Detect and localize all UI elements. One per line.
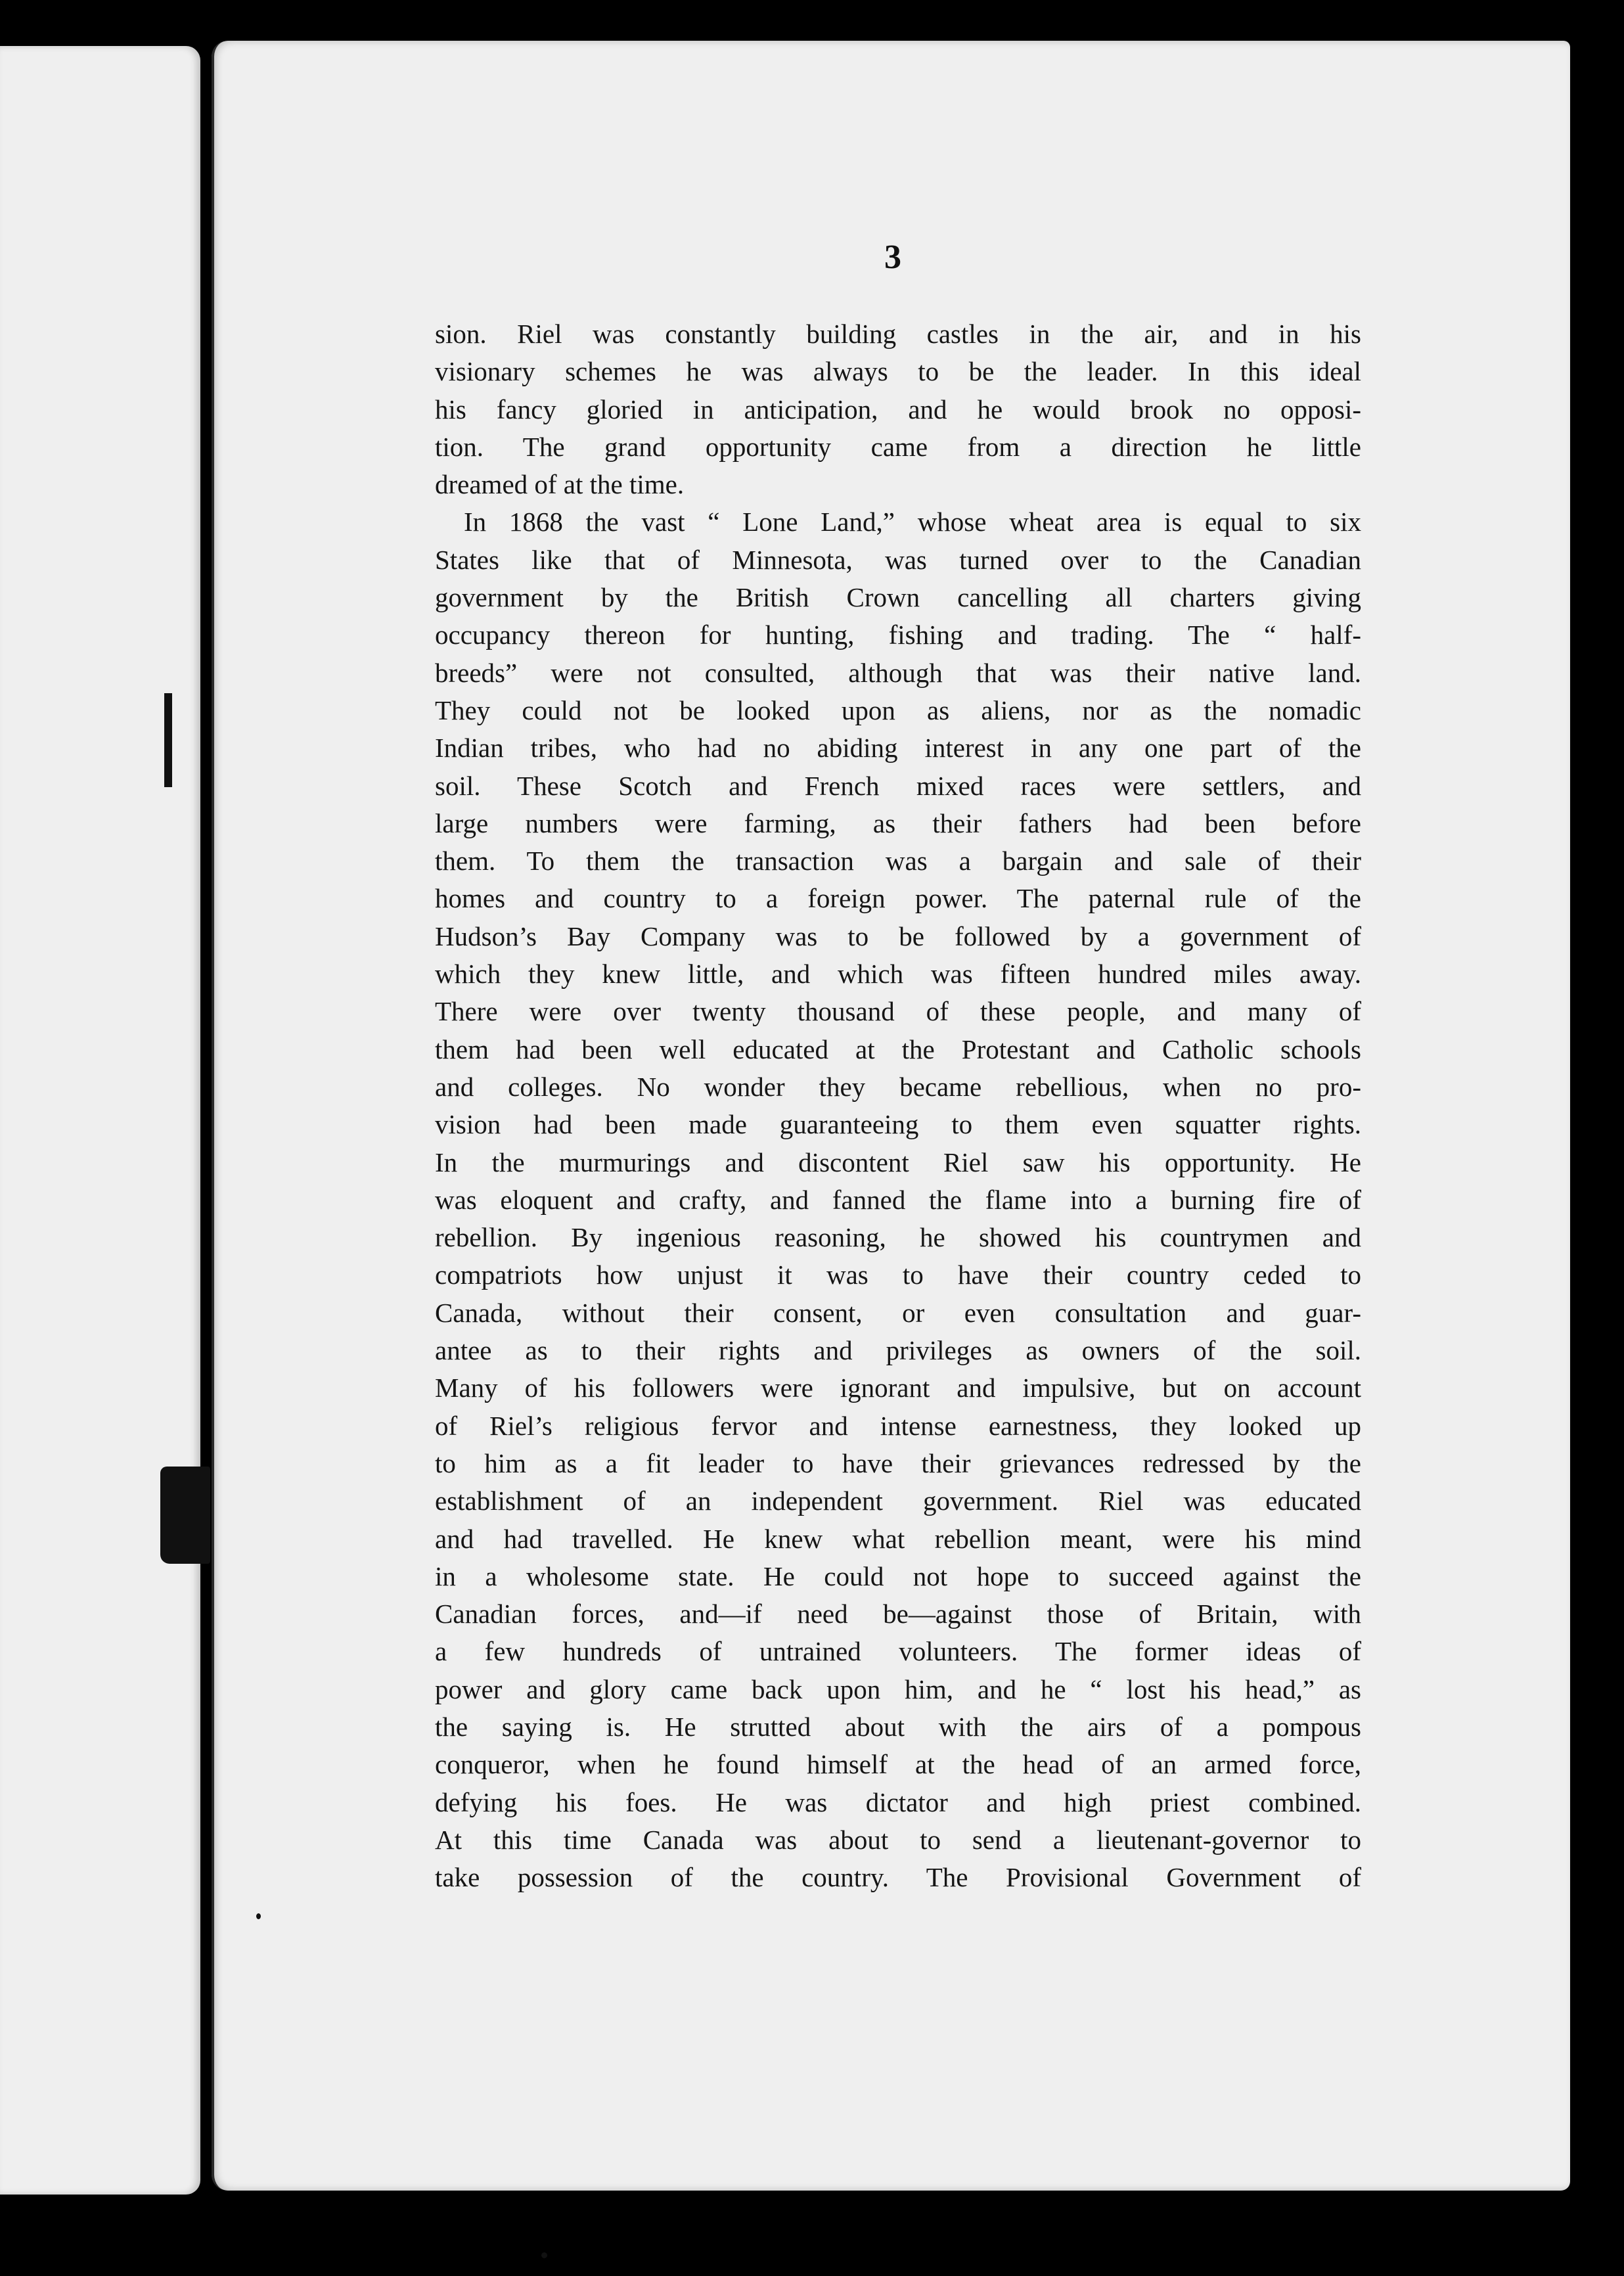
- text-line: power and glory came back upon him, and he “ lost his head,” as: [435, 1673, 1361, 1704]
- ink-speck: [541, 2252, 547, 2258]
- text-line: antee as to their rights and privileges as owners of the soil.: [435, 1335, 1361, 1366]
- text-line: Many of his followers were ignorant and impulsive, but on account: [435, 1373, 1361, 1403]
- text-line: in a wholesome state. He could not hope to succeed against the: [435, 1560, 1361, 1591]
- text-line: and had travelled. He knew what rebellion meant, were his mind: [435, 1523, 1361, 1554]
- text-line: Indian tribes, who had no abiding interest in any one part of the: [435, 733, 1361, 763]
- text-line: rebellion. By ingenious reasoning, he showed his countrymen and: [435, 1222, 1361, 1253]
- text-line: conqueror, when he found himself at the head of an armed force,: [435, 1749, 1361, 1780]
- text-line: soil. These Scotch and French mixed races were settlers, and: [435, 770, 1361, 801]
- text-line: and colleges. No wonder they became rebellious, when no pro-: [435, 1071, 1361, 1102]
- body-text: [435, 315, 1361, 1896]
- text-line: They could not be looked upon as aliens, nor as the nomadic: [435, 694, 1361, 725]
- text-line: defying his foes. He was dictator and high priest combined.: [435, 1787, 1361, 1817]
- binding-mark: [160, 1467, 210, 1564]
- binding-mark: [164, 693, 172, 787]
- text-line: At this time Canada was about to send a lieutenant-governor to: [435, 1824, 1361, 1855]
- text-line: his fancy gloried in anticipation, and he would brook no opposi-: [435, 394, 1361, 424]
- text-line: Canada, without their consent, or even consultation and guar-: [435, 1297, 1361, 1328]
- page-gutter: [212, 41, 227, 2191]
- text-line: visionary schemes he was always to be the leader. In this ideal: [435, 356, 1361, 387]
- left-page-edge: [0, 46, 200, 2195]
- text-line: the saying is. He strutted about with the airs of a pompous: [435, 1711, 1361, 1742]
- ink-speck: [256, 1913, 261, 1919]
- text-line: vision had been made guaranteeing to them even squatter rights.: [435, 1109, 1361, 1140]
- text-line: Hudson’s Bay Company was to be followed by a government of: [435, 921, 1361, 951]
- text-line: was eloquent and crafty, and fanned the flame into a burning fire of: [435, 1184, 1361, 1215]
- text-line: government by the British Crown cancelling all charters giving: [435, 582, 1361, 613]
- text-line: tion. The grand opportunity came from a direction he little: [435, 431, 1361, 462]
- text-line: large numbers were farming, as their fathers had been before: [435, 808, 1361, 838]
- text-line: There were over twenty thousand of these people, and many of: [435, 996, 1361, 1027]
- text-line: homes and country to a foreign power. The paternal rule of the: [435, 883, 1361, 914]
- page-number: 3: [884, 239, 901, 276]
- text-line: In 1868 the vast “ Lone Land,” whose wheat area is equal to six: [464, 507, 1361, 537]
- text-line: States like that of Minnesota, was turned over to the Canadian: [435, 544, 1361, 575]
- text-line: Canadian forces, and—if need be—against those of Britain, with: [435, 1599, 1361, 1629]
- text-line: them had been well educated at the Protestant and Catholic schools: [435, 1034, 1361, 1064]
- text-line: a few hundreds of untrained volunteers. The former ideas of: [435, 1636, 1361, 1667]
- text-line: compatriots how unjust it was to have their country ceded to: [435, 1260, 1361, 1290]
- text-line: breeds” were not consulted, although that was their native land.: [435, 657, 1361, 688]
- text-line: take possession of the country. The Provisional Government of: [435, 1862, 1361, 1893]
- text-line: establishment of an independent government. Riel was educated: [435, 1486, 1361, 1516]
- text-line: of Riel’s religious fervor and intense earnestness, they looked up: [435, 1410, 1361, 1441]
- text-line: to him as a fit leader to have their grievances redressed by the: [435, 1447, 1361, 1478]
- text-line: sion. Riel was constantly building castles in the air, and in his: [435, 319, 1361, 349]
- text-line: occupancy thereon for hunting, fishing and trading. The “ half-: [435, 620, 1361, 650]
- text-line: them. To them the transaction was a bargain and sale of their: [435, 846, 1361, 876]
- text-line: dreamed of at the time.: [435, 469, 685, 500]
- text-line: In the murmurings and discontent Riel saw his opportunity. He: [435, 1147, 1361, 1177]
- text-line: which they knew little, and which was fifteen hundred miles away.: [435, 959, 1361, 990]
